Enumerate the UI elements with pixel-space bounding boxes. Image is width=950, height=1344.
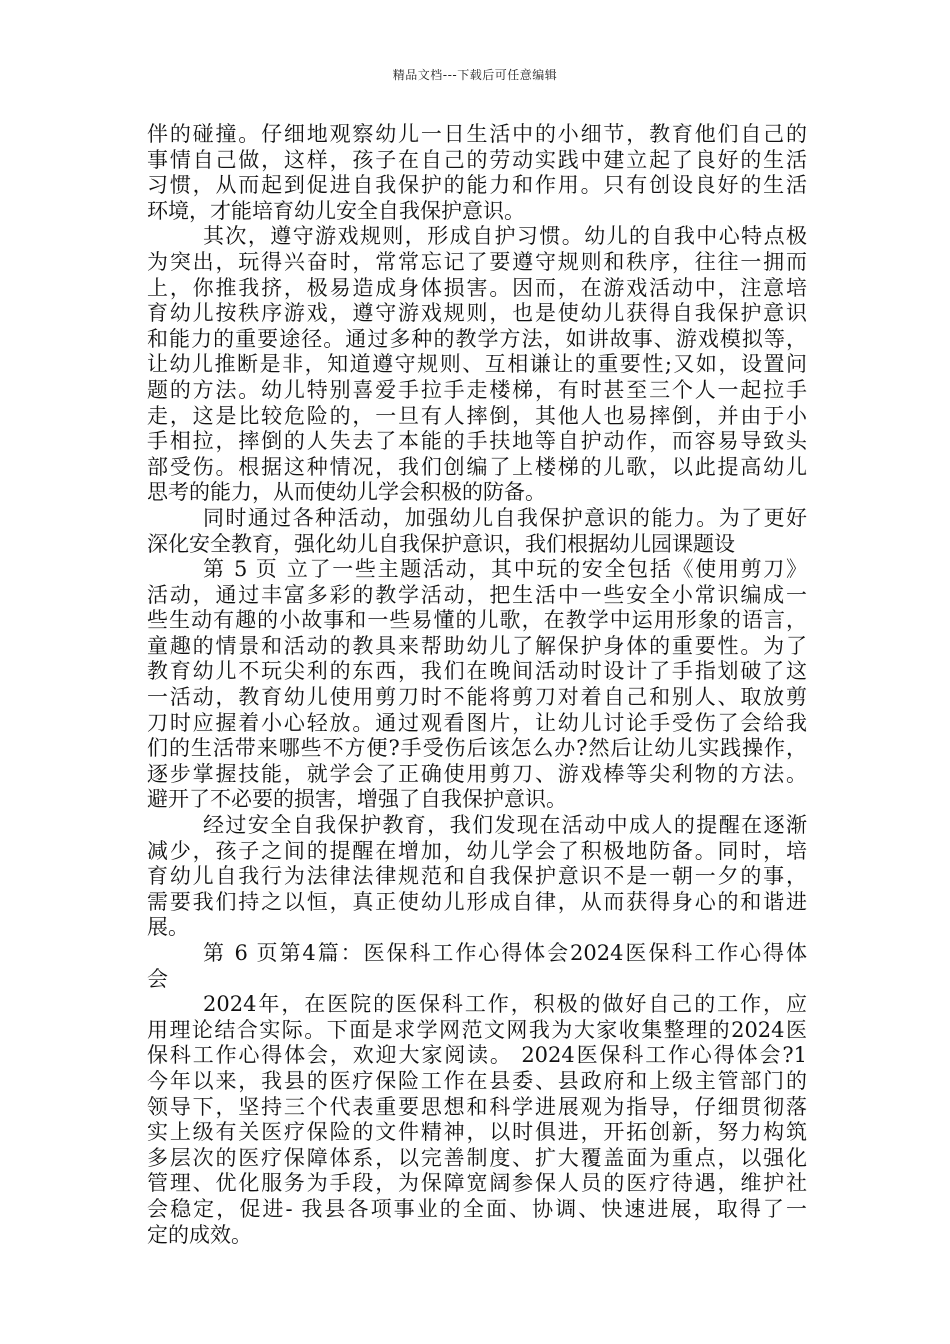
text-line: 育幼儿自我行为法律法律规范和自我保护意识不是一朝一夕的事， <box>147 864 807 889</box>
page-header: 精品文档---下载后可任意编辑 <box>392 68 558 82</box>
text-line: 刀时应握着小心轻放。通过观看图片，让幼儿讨论手受伤了会给我 <box>147 710 807 735</box>
text-line: 用理论结合实际。下面是求学网范文网我为大家收集整理的2024医 <box>147 1017 807 1042</box>
text-line: 教育幼儿不玩尖利的东西，我们在晚间活动时设计了手指划破了这 <box>147 659 807 684</box>
text-line: 会 <box>147 966 168 991</box>
text-line: 伴的碰撞。仔细地观察幼儿一日生活中的小细节，教育他们自己的 <box>147 122 807 146</box>
text-line: 事情自己做，这样，孩子在自己的劳动实践中建立起了良好的生活 <box>147 147 807 172</box>
text-line: 其次，遵守游戏规则，形成自护习惯。幼儿的自我中心特点极 <box>203 224 807 249</box>
text-line: 领导下，坚持三个代表重要思想和科学进展观为指导，仔细贯彻落 <box>147 1094 807 1119</box>
text-line: 同时通过各种活动，加强幼儿自我保护意识的能力。为了更好 <box>203 505 807 530</box>
text-line: 育幼儿按秩序游戏，遵守游戏规则，也是使幼儿获得自我保护意识 <box>147 301 807 326</box>
text-line: 多层次的医疗保障体系，以完善制度、扩大覆盖面为重点，以强化 <box>147 1145 807 1170</box>
text-line: 题的方法。幼儿特别喜爱手拉手走楼梯，有时甚至三个人一起拉手 <box>147 377 807 402</box>
text-line: 需要我们持之以恒，真正使幼儿形成自律，从而获得身心的和谐进 <box>147 889 807 914</box>
text-line: 第 6 页第4篇：医保科工作心得体会2024医保科工作心得体 <box>203 941 807 965</box>
text-line: 些生动有趣的小故事和一些易懂的儿歌，在教学中运用形象的语言， <box>147 608 807 633</box>
text-line: 让幼儿推断是非，知道遵守规则、互相谦让的重要性;又如，设置问 <box>147 352 807 377</box>
text-line: 环境，才能培育幼儿安全自我保护意识。 <box>147 198 525 223</box>
text-line: 管理、优化服务为手段，为保障宽阔参保人员的医疗待遇，维护社 <box>147 1171 807 1196</box>
text-line: 手相拉，摔倒的人失去了本能的手扶地等自护动作，而容易导致头 <box>147 429 807 454</box>
text-line: 活动，通过丰富多彩的教学活动，把生活中一些安全小常识编成一 <box>147 582 807 607</box>
text-line: 习惯，从而起到促进自我保护的能力和作用。只有创设良好的生活 <box>147 173 807 198</box>
text-line: 经过安全自我保护教育，我们发现在活动中成人的提醒在逐渐 <box>203 813 807 838</box>
text-line: 第 5 页 立了一些主题活动，其中玩的安全包括《使用剪刀》 <box>203 557 807 582</box>
text-line: 上，你推我挤，极易造成身体损害。因而，在游戏活动中，注意培 <box>147 275 807 300</box>
text-line: 为突出，玩得兴奋时，常常忘记了要遵守规则和秩序，往往一拥而 <box>147 249 807 274</box>
text-line: 部受伤。根据这种情况，我们创编了上楼梯的儿歌，以此提高幼儿 <box>147 454 807 479</box>
text-line: 保科工作心得体会，欢迎大家阅读。 2024医保科工作心得体会?1 <box>147 1043 807 1068</box>
text-line: 今年以来，我县的医疗保险工作在县委、县政府和上级主管部门的 <box>147 1068 807 1093</box>
text-line: 深化安全教育，强化幼儿自我保护意识，我们根据幼儿园课题设 <box>147 531 735 556</box>
text-line: 展。 <box>147 915 189 940</box>
text-line: 减少，孩子之间的提醒在增加，幼儿学会了积极地防备。同时，培 <box>147 838 807 863</box>
text-line: 一活动，教育幼儿使用剪刀时不能将剪刀对着自己和别人、取放剪 <box>147 685 807 710</box>
text-line: 童趣的情景和活动的教具来帮助幼儿了解保护身体的重要性。为了 <box>147 633 807 658</box>
document-body <box>147 122 807 1248</box>
text-line: 避开了不必要的损害，增强了自我保护意识。 <box>147 787 567 812</box>
text-line: 定的成效。 <box>147 1222 252 1247</box>
text-line: 逐步掌握技能，就学会了正确使用剪刀、游戏棒等尖利物的方法。 <box>147 761 807 786</box>
text-line: 和能力的重要途径。通过多种的教学方法，如讲故事、游戏模拟等， <box>147 326 807 351</box>
text-line: 会稳定，促进- 我县各项事业的全面、协调、快速进展，取得了一 <box>147 1196 807 1221</box>
text-line: 走，这是比较危险的，一旦有人摔倒，其他人也易摔倒，并由于小 <box>147 403 807 428</box>
text-line: 思考的能力，从而使幼儿学会积极的防备。 <box>147 480 546 505</box>
text-line: 们的生活带来哪些不方便?手受伤后该怎么办?然后让幼儿实践操作， <box>147 736 807 761</box>
text-line: 2024年，在医院的医保科工作，积极的做好自己的工作，应 <box>203 992 807 1017</box>
text-line: 实上级有关医疗保险的文件精神，以时俱进，开拓创新，努力构筑 <box>147 1120 807 1145</box>
